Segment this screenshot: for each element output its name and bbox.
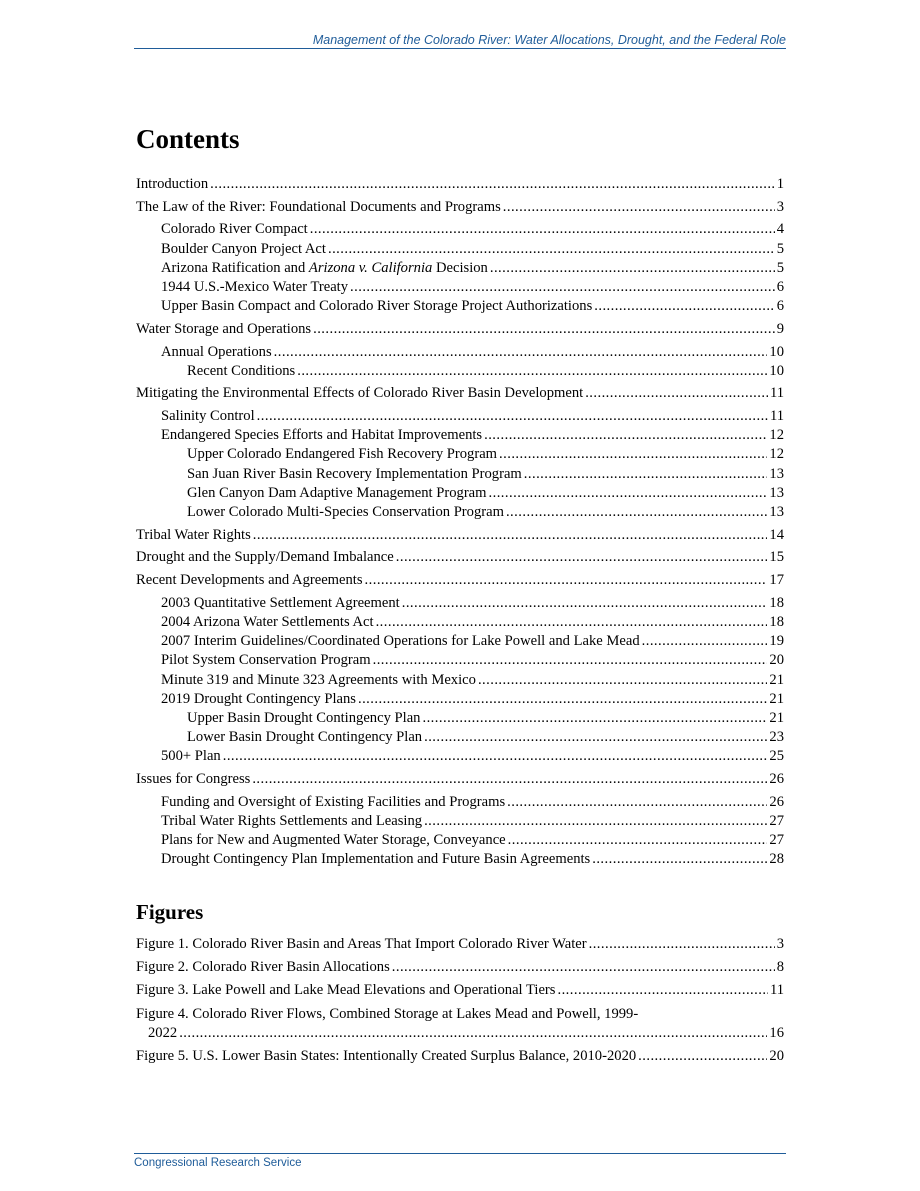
toc-entry[interactable] [136, 812, 784, 831]
toc-entry-title: Upper Basin Drought Contingency Plan [187, 709, 421, 726]
toc-entry-title: Funding and Oversight of Existing Facilities and Programs [161, 793, 506, 810]
toc-entry-page: 28 [769, 851, 784, 868]
toc-entry[interactable] [136, 503, 784, 522]
toc-entry[interactable] [136, 770, 784, 789]
figure-entry[interactable] [136, 1005, 784, 1043]
figure-entry-title: Figure 1. Colorado River Basin and Areas That Import Colorado River Water [136, 936, 587, 952]
figures-title: Figures [136, 900, 204, 924]
toc-entry-page: 3 [776, 198, 784, 215]
toc-entry-page: 21 [769, 709, 784, 726]
toc-entry-title: Mitigating the Environmental Effects of Colorado River Basin Development [136, 385, 584, 402]
figure-entry-title: Figure 3. Lake Powell and Lake Mead Elevations and Operational Tiers [136, 982, 556, 999]
dot-leader [508, 831, 768, 850]
running-head: Management of the Colorado River: Water Allocations, Drought, and the Federal Role [134, 33, 786, 49]
toc-entry[interactable] [136, 465, 784, 484]
dot-leader [376, 613, 768, 632]
toc-entry[interactable] [136, 484, 784, 503]
figure-entry-page: 20 [769, 1047, 784, 1064]
figure-entry[interactable] [136, 935, 784, 954]
toc-entry[interactable] [136, 526, 784, 545]
toc-entry-title: 500+ Plan [161, 748, 221, 765]
toc-entry-page: 6 [776, 278, 784, 295]
dot-leader [274, 343, 768, 362]
toc-entry-title: Tribal Water Rights [136, 526, 251, 543]
dot-leader [297, 362, 767, 381]
toc-entry-title: 1944 U.S.-Mexico Water Treaty [161, 278, 349, 295]
toc-entry[interactable] [136, 384, 784, 403]
toc-entry-page: 12 [769, 446, 784, 463]
toc-entry[interactable] [136, 220, 784, 239]
toc-entry-page: 9 [776, 320, 784, 337]
figure-entry-title-line1: Figure 4. Colorado River Flows, Combined Storage at Lakes Mead and Powell, 1999- [136, 1005, 639, 1022]
dot-leader [557, 981, 767, 1000]
figure-entry-page: 16 [769, 1024, 784, 1041]
toc-entry-page: 26 [769, 793, 784, 810]
toc-entry-title: Recent Conditions [187, 362, 296, 379]
toc-entry-title: Introduction [136, 176, 209, 192]
dot-leader [396, 548, 768, 567]
dot-leader [422, 709, 767, 728]
toc-entry-page: 10 [769, 362, 784, 379]
toc-entry-title: Lower Colorado Multi-Species Conservation Program [187, 504, 504, 520]
dot-leader [592, 850, 767, 869]
toc-entry-title: Drought and the Supply/Demand Imbalance [136, 549, 394, 566]
dot-leader [223, 747, 768, 766]
dot-leader [524, 465, 768, 484]
toc-entry[interactable] [136, 445, 784, 464]
figure-entry-title-line2: 2022 [148, 1024, 178, 1041]
toc-entry[interactable] [136, 850, 784, 869]
toc-entry-title: Issues for Congress [136, 770, 251, 787]
toc-entry-title: 2004 Arizona Water Settlements Act [161, 613, 374, 630]
toc-entry-page: 17 [769, 572, 784, 589]
dot-leader [310, 220, 775, 239]
toc-entry-page: 27 [769, 832, 784, 848]
toc-entry-title: Upper Colorado Endangered Fish Recovery Program [187, 446, 498, 463]
toc-entry[interactable] [136, 240, 784, 259]
figure-entry[interactable] [136, 1047, 784, 1066]
toc-entry[interactable] [136, 362, 784, 381]
toc-entry-title: 2003 Quantitative Settlement Agreement [161, 594, 400, 611]
dot-leader [373, 651, 768, 670]
toc-entry-page: 13 [769, 465, 784, 482]
toc-entry-title: Drought Contingency Plan Implementation and Future Basin Agreements [161, 851, 591, 868]
dot-leader [350, 278, 775, 297]
dot-leader [642, 632, 768, 651]
dot-leader [585, 384, 768, 403]
toc-entry-title: Annual Operations [161, 343, 272, 360]
toc-entry-page: 11 [769, 408, 784, 425]
figure-entry[interactable] [136, 981, 784, 1000]
toc-entry-page: 21 [769, 671, 784, 688]
toc-entry-page: 23 [769, 729, 784, 746]
toc-entry[interactable] [136, 613, 784, 632]
figure-entry[interactable] [136, 958, 784, 977]
toc-entry-page: 20 [769, 652, 784, 669]
toc-entry[interactable] [136, 259, 784, 278]
footer: Congressional Research Service [134, 1153, 786, 1169]
toc-entry-title: Water Storage and Operations [136, 320, 312, 337]
toc-entry-title: Upper Basin Compact and Colorado River Storage Project Authorizations [161, 298, 593, 315]
toc-entry-page: 13 [769, 484, 784, 501]
figure-entry-continuation [136, 1024, 784, 1043]
dot-leader [253, 526, 768, 545]
toc-entry[interactable] [136, 198, 784, 217]
contents-title: Contents [136, 124, 240, 154]
toc-entry-page: 6 [776, 298, 784, 315]
figure-entry-title: Figure 2. Colorado River Basin Allocations [136, 959, 390, 976]
toc-entry-title: Salinity Control [161, 408, 255, 425]
dot-leader [594, 297, 774, 316]
toc-entry[interactable] [136, 175, 784, 194]
toc-entry[interactable] [136, 793, 784, 812]
toc-entry-title: San Juan River Basin Recovery Implementation Program [187, 465, 522, 482]
dot-leader [179, 1024, 767, 1043]
dot-leader [484, 426, 767, 445]
toc-entry-page: 19 [769, 633, 784, 650]
toc-entry[interactable] [136, 407, 784, 426]
figures-list [136, 935, 784, 1070]
toc-entry-title-italic: Arizona v. California [308, 259, 433, 276]
toc-entry[interactable] [136, 571, 784, 590]
toc-entry-title-part: Arizona Ratification and [161, 259, 309, 276]
toc-entry[interactable] [136, 728, 784, 747]
dot-leader [392, 958, 775, 977]
dot-leader [365, 571, 768, 590]
toc-entry-page: 27 [769, 812, 784, 829]
dot-leader [499, 445, 767, 464]
dot-leader [506, 503, 767, 522]
figure-entry-page: 3 [776, 936, 784, 952]
toc-entry[interactable] [136, 709, 784, 728]
toc-entry-page: 5 [776, 259, 784, 276]
toc-entry[interactable] [136, 671, 784, 690]
toc-entry[interactable] [136, 632, 784, 651]
dot-leader [358, 690, 767, 709]
toc-entry-page: 1 [776, 176, 784, 192]
dot-leader [489, 484, 768, 503]
toc-entry[interactable] [136, 343, 784, 362]
toc-entry-title: Recent Developments and Agreements [136, 572, 363, 589]
toc-entry-page: 5 [776, 240, 784, 257]
dot-leader [490, 259, 775, 278]
toc-entry-title: Boulder Canyon Project Act [161, 240, 326, 257]
toc-entry[interactable] [136, 690, 784, 709]
contents-list [136, 175, 784, 869]
toc-entry-title: Minute 319 and Minute 323 Agreements with Mexico [161, 671, 476, 688]
dot-leader [589, 935, 775, 954]
dot-leader [478, 671, 767, 690]
dot-leader [507, 793, 767, 812]
toc-entry-page: 10 [769, 343, 784, 360]
dot-leader [424, 728, 767, 747]
toc-entry[interactable] [136, 548, 784, 567]
toc-entry[interactable] [136, 297, 784, 316]
toc-entry-page: 4 [776, 221, 784, 238]
dot-leader [638, 1047, 767, 1066]
toc-entry-title: The Law of the River: Foundational Documents and Programs [136, 198, 501, 215]
toc-entry[interactable] [136, 747, 784, 766]
toc-entry[interactable] [136, 278, 784, 297]
toc-entry-title: Lower Basin Drought Contingency Plan [187, 729, 423, 746]
toc-entry-title: 2007 Interim Guidelines/Coordinated Operations for Lake Powell and Lake Mead [161, 633, 640, 650]
toc-entry-title: Endangered Species Efforts and Habitat Improvements [161, 427, 483, 444]
toc-entry-title: Plans for New and Augmented Water Storage, Conveyance [161, 832, 506, 848]
toc-entry-title: Glen Canyon Dam Adaptive Management Program [187, 484, 487, 501]
toc-entry[interactable] [136, 831, 784, 850]
toc-entry[interactable] [136, 320, 784, 339]
toc-entry-page: 18 [769, 594, 784, 611]
toc-entry-page: 25 [769, 748, 784, 765]
figure-entry-page: 11 [769, 982, 784, 999]
dot-leader [503, 198, 775, 217]
toc-entry-title [161, 259, 488, 278]
dot-leader [402, 594, 768, 613]
toc-entry-title: Colorado River Compact [161, 221, 308, 238]
figure-entry-page: 8 [776, 959, 784, 976]
toc-entry-page: 26 [769, 770, 784, 787]
toc-entry-title-part: Decision [432, 259, 488, 276]
toc-entry-page: 15 [769, 549, 784, 566]
dot-leader [424, 812, 767, 831]
dot-leader [252, 770, 767, 789]
dot-leader [257, 407, 768, 426]
toc-entry-page: 13 [769, 504, 784, 520]
toc-entry-page: 21 [769, 690, 784, 707]
toc-entry-title: Tribal Water Rights Settlements and Leasing [161, 812, 423, 829]
dot-leader [328, 240, 775, 259]
toc-entry[interactable] [136, 651, 784, 670]
toc-entry[interactable] [136, 594, 784, 613]
toc-entry-page: 14 [769, 526, 784, 543]
dot-leader [313, 320, 775, 339]
toc-entry-page: 18 [769, 613, 784, 630]
dot-leader [210, 175, 775, 194]
toc-entry-page: 12 [769, 427, 784, 444]
toc-entry-page: 11 [769, 385, 784, 402]
toc-entry-title: 2019 Drought Contingency Plans [161, 690, 356, 707]
toc-entry[interactable] [136, 426, 784, 445]
toc-entry-title: Pilot System Conservation Program [161, 652, 371, 669]
figure-entry-title: Figure 5. U.S. Lower Basin States: Intentionally Created Surplus Balance, 2010-2020 [136, 1047, 637, 1064]
